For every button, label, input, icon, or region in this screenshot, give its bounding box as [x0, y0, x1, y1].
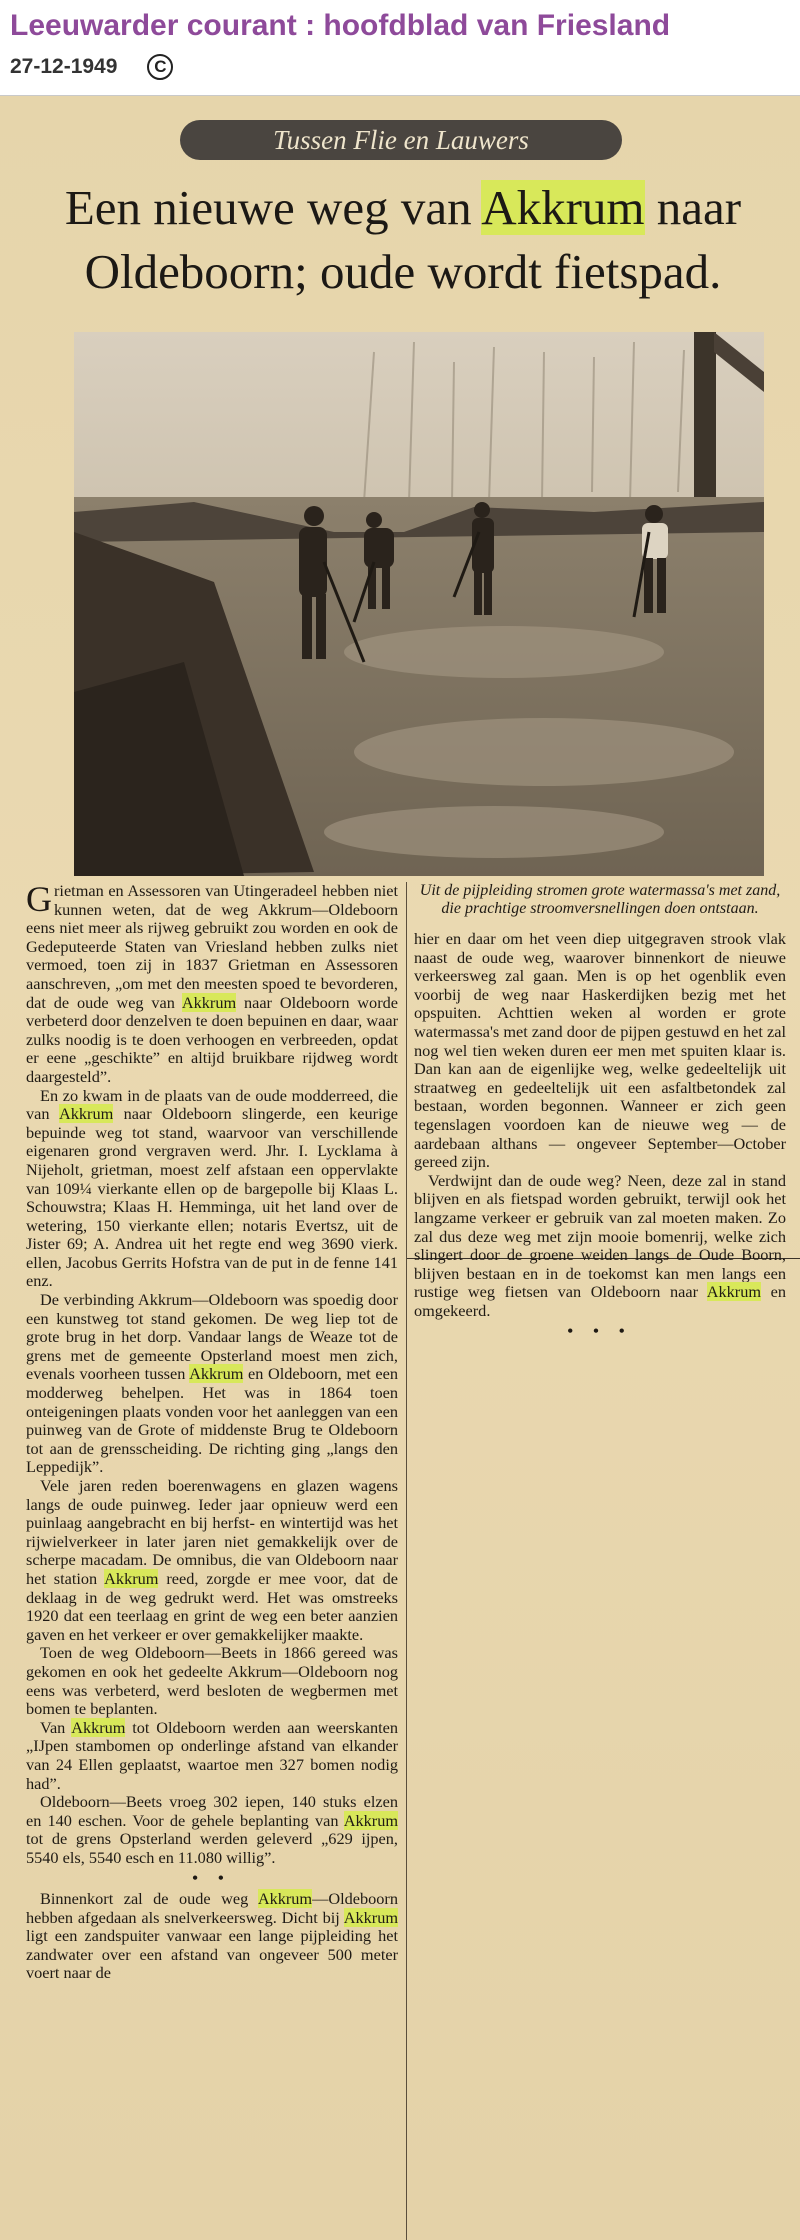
- photo-caption: Uit de pijpleiding stromen grote watermassa's met zand, die prachtige stroomversnellingen doen ontstaan.: [419, 882, 781, 917]
- paragraph: Toen de weg Oldeboorn—Beets in 1866 gereed was gekomen en ook het gedeelte Akkrum—Oldeboorn nog eens was verbeterd, werd besloten de wegbermen met bomen te beplanten.: [26, 1643, 398, 1719]
- article-photo: [74, 332, 764, 876]
- paragraph: De verbinding Akkrum—Oldeboorn was spoedig door een kunstweg tot stand gekomen. De weg liep tot de grote brug in het dorp. Vandaar langs de Weaze tot de grens met de gemeente Opsterland moest men zich, evenals voorheen tussen Akkrum en Oldeboorn, met een modderweg behelpen. Het was in 1864 toen onteigeningen plaats vonden voor het aanleggen van een puinweg van de Grote of middenste Brug te Oldeboorn tot aan de grensscheiding. De richting ging „langs den Leppedijk”.: [26, 1290, 398, 1477]
- paragraph: En zo kwam in de plaats van de oude modderreed, die van Akkrum naar Oldeboorn slingerde, een keurige bepuinde weg tot stand, waarvoor van verschillende eigenaren grond vergraven werd. Jhr. I. Lycklama à Nijeholt, grietman, moest zelf afstaan een oppervlakte van 109¼ vierkante ellen op de bargepolle bij Klaas L. Schouwstra; Klaas H. Hemminga, uit het land over de wetering, 150 vierkante ellen; notaris Evertsz, uit de Jister 69; A. Andrea uit het regte end weg 3690 vierk. ellen, Jacobus Gerrits Hofstra van de put in de fenne 141 enz.: [26, 1085, 398, 1291]
- section-separator: • •: [192, 1868, 232, 1888]
- column-divider: [406, 882, 407, 2240]
- article-column-right: [414, 882, 786, 1343]
- copyright-icon[interactable]: C: [147, 54, 173, 80]
- paragraph: hier en daar om het veen diep uitgegraven strook vlak naast de oude weg, waarover binnenkort de nieuwe verkeersweg zal gaan. Men is op het ogenblik even voorbij de weg naar Haskerdijken bezig met het opspuiten. Achttien weken al worden er grote watermassa's met zand door de pijpen gestuwd en het zal nog wel tien weken duren eer men met spuiten klaar is. Dan kan aan de eigenlijke weg, welke gedeeltelijk uit straatweg en gedeeltelijk uit een asfaltbetondek zal bestaan, worden begonnen. Wanneer er zich geen tegenslagen voordoen kan de nieuwe weg — de aardebaan althans — ongeveer September—October gereed zijn.: [414, 929, 786, 1172]
- search-highlight: Akkrum: [481, 180, 645, 235]
- paragraph: Vele jaren reden boerenwagens en glazen wagens langs de oude puinweg. Ieder jaar opnieuw werd een puinlaag aangebracht en bij herfst- en wintertijd was het rijwielverkeer in later jaren niet gemakkelijk over de scherpe macadam. De omnibus, die van Oldeboorn naar het station Akkrum reed, zorgde er mee voor, dat de deklaag in de weg gedrukt werd. Het was omstreeks 1920 dat een teerlaag en grint de weg een beter aanzien gaven en het verkeer er over gemakkelijker maakte.: [26, 1476, 398, 1644]
- paragraph: Grietman en Assessoren van Utingeradeel hebben niet kunnen weten, dat de weg Akkrum—Oldeboorn eens niet meer als rijweg gebruikt zou worden en ook de Gedeputeerde Staten van Vriesland hebben zulks niet vermoed, toen zij in 1837 Grietman en Assessoren aanschreven, „om met den meesten spoed te bevorderen, dat de oude weg van Akkrum naar Oldeboorn worde verbeterd door denzelven te doen bepuinen en daar, waar zulks noodig is te doen verhoogen en verbreeden, opdat er eene „geschikte” en altijd bruikbare rijdweg wordt daargesteld”.: [26, 879, 398, 1086]
- paragraph: Van Akkrum tot Oldeboorn werden aan weerskanten „IJpen stambomen op onderlinge afstand van elkander van 24 Ellen geplaatst, waartoe men 327 bomen nodig had”.: [26, 1717, 399, 1793]
- end-separator: • • •: [567, 1321, 633, 1341]
- headline-part: Een nieuwe weg van: [64, 180, 482, 235]
- header-meta: [10, 54, 790, 80]
- newspaper-title[interactable]: Leeuwarder courant : hoofdblad van Friesland: [10, 9, 671, 42]
- page-header: [0, 0, 800, 96]
- paragraph: Oldeboorn—Beets vroeg 302 iepen, 140 stuks elzen en 140 eschen. Voor de gehele beplanting van Akkrum tot de grens Opsterland werden geleverd „629 ijpen, 5540 els, 5540 esch en 11.080 willig”.: [26, 1792, 398, 1867]
- paragraph: Binnenkort zal de oude weg Akkrum—Oldeboorn hebben afgedaan als snelverkeersweg. Dicht bij Akkrum ligt een zandspuiter vanwaar een lange pijpleiding het zandwater over een afstand van ongeveer 500 meter voert naar de: [26, 1889, 398, 1983]
- section-banner: Tussen Flie en Lauwers: [180, 120, 622, 160]
- publication-date: 27-12-1949: [10, 55, 118, 78]
- article-column-left: [26, 879, 399, 1983]
- article-clipping: [0, 96, 800, 2240]
- paragraph: Verdwijnt dan de oude weg? Neen, deze zal in stand blijven en als fietspad worden gebruikt, terwijl ook het langzame verkeer er gebruik van zal moeten maken. Zo zal dus deze weg met zijn mooie bomenrij, welke zich slingert door de groene weiden langs de Oude Boorn, blijven bestaan en in de toekomst kan men langs een rustige weg fietsen van Oldeboorn naar Akkrum en omgekeerd.: [414, 1170, 787, 1320]
- headline-part: naar Oldeboorn; oude wordt fietspad.: [84, 180, 742, 299]
- article-headline: [18, 176, 788, 304]
